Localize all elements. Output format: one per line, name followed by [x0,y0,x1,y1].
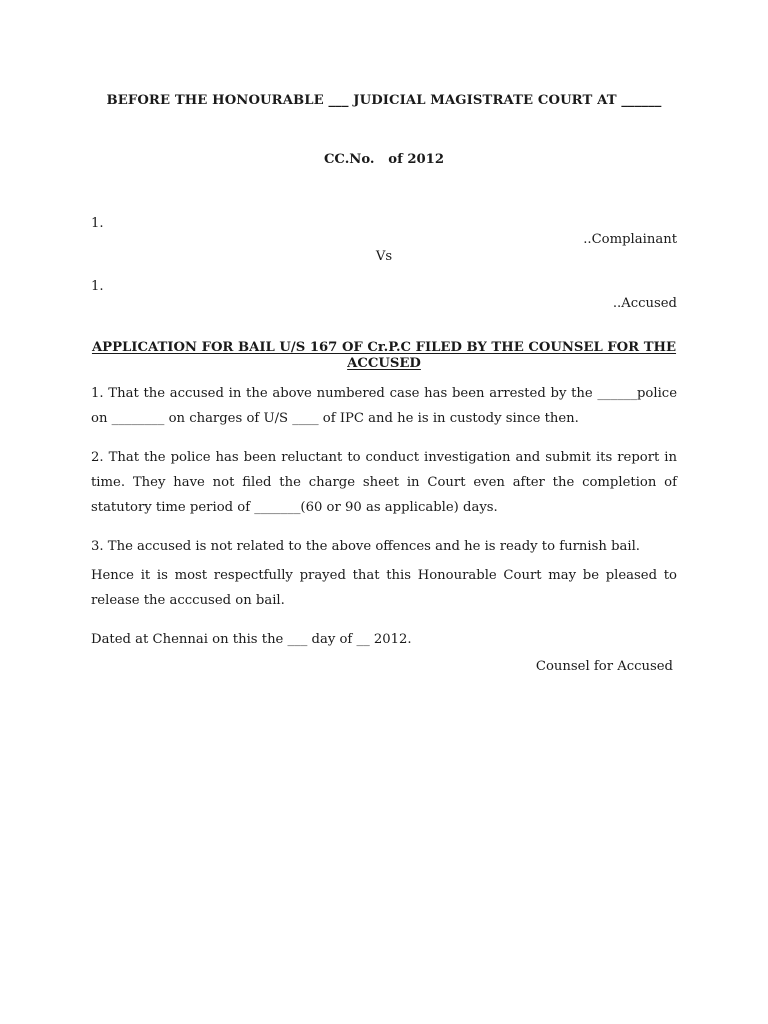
paragraph-2: 2. That the police has been reluctant to conduct investigation and submit its report in time. They have not filed the charge sheet in Court even after the completion of statutory time period of _______(60 or 90 as applicable) days. [91,450,677,515]
court-header: BEFORE THE HONOURABLE ___ JUDICIAL MAGISTRATE COURT AT ______ [106,93,662,108]
prayer-paragraph: Hence it is most respectfully prayed that this Honourable Court may be pleased to release the acccused on bail. [91,568,677,608]
accused-label: ..Accused [612,296,677,311]
case-number: CC.No. of 2012 [323,152,445,167]
dated-line: Dated at Chennai on this the ___ day of __ 2012. [91,632,412,647]
complainant-number: 1. [91,216,104,231]
application-title: APPLICATION FOR BAIL U/S 167 OF Cr.P.C FILED BY THE COUNSEL FOR THE ACCUSED [91,340,677,371]
signature-line: Counsel for Accused [535,659,673,674]
complainant-label: ..Complainant [583,232,677,247]
versus-label: Vs [375,249,393,264]
accused-number: 1. [91,279,104,294]
paragraph-1: 1. That the accused in the above numbered case has been arrested by the ______police on ________ on charges of U/S ____ of IPC and he is in custody since then. [91,386,677,426]
paragraph-3: 3. The accused is not related to the above offences and he is ready to furnish bail. [91,539,641,554]
